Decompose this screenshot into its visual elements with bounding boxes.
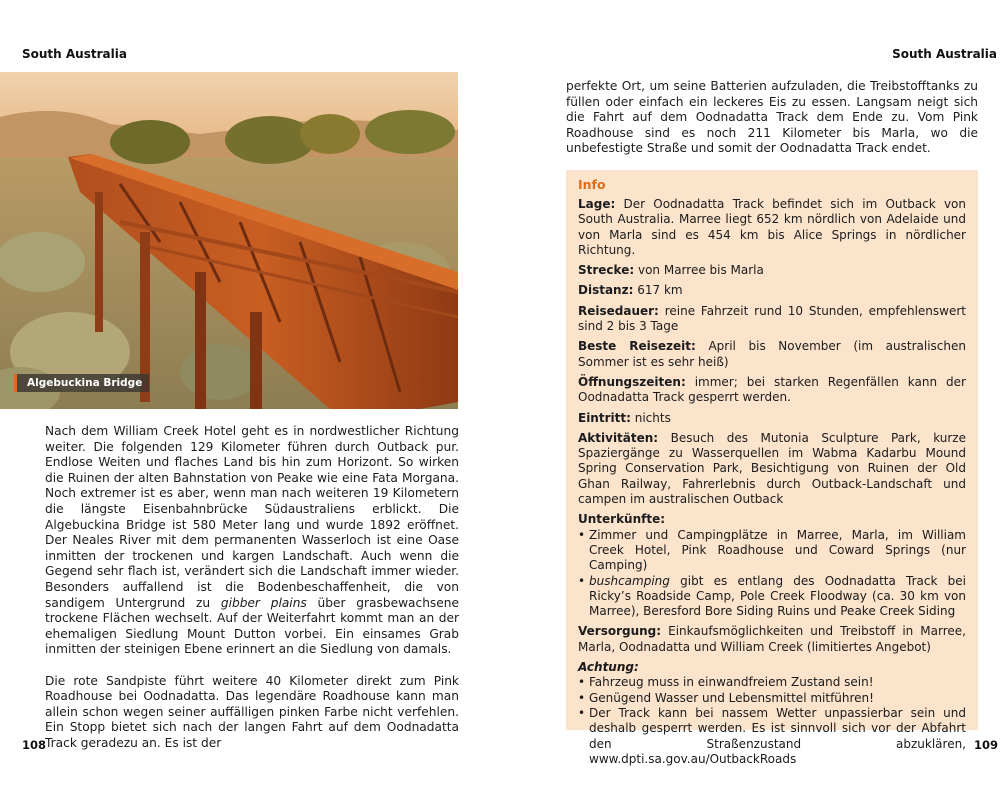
info-oeffnungszeiten	[578, 375, 966, 406]
gibber-plains-term: gibber plains	[220, 595, 307, 610]
info-distanz-label: Distanz:	[578, 283, 634, 298]
info-oeffnungszeiten-label: Öffnungszeiten:	[578, 374, 686, 389]
unterkuenfte-list	[578, 528, 966, 620]
paragraph-2: Die rote Sandpiste führt weitere 40 Kilometer direkt zum Pink Roadhouse bei Oodnadatta. Das legendäre Roadhouse kann man allein schon wegen seiner auffälligen pinken Farbe nicht verfehlen. Ein Stopp bietet sich nach der langen Fahrt auf dem Oodnadatta Track geradezu an. Es ist der	[45, 673, 459, 750]
list-item: • Fahrzeug muss in einwandfreiem Zustand sein!	[578, 675, 966, 690]
info-unterkuenfte-label-row	[578, 512, 966, 527]
achtung-label: Achtung:	[578, 660, 639, 675]
info-lage-label: Lage:	[578, 197, 616, 211]
algebuckina-bridge-photo	[0, 72, 458, 409]
info-strecke-text: von Marree bis Marla	[637, 263, 764, 278]
info-distanz	[578, 283, 966, 298]
info-eintritt-label: Eintritt:	[578, 410, 631, 425]
info-lage-text: Der Oodnadatta Track befindet sich im Outback von South Australia. Marree liegt 652 km nördlich von Adelaide und von Marla sind es 454 km bis Alice Springs in nördlicher Richtung.	[578, 197, 966, 257]
running-head-left: South Australia	[22, 47, 127, 61]
info-beste-reisezeit-text: April bis November (im australischen Sommer ist es sehr heiß)	[578, 339, 966, 369]
info-eintritt-text: nichts	[634, 410, 671, 425]
info-versorgung-text: Einkaufsmöglichkeiten und Treibstoff in Marree, Marla, Oodnadatta und William Creek (limitiertes Angebot)	[578, 624, 966, 654]
left-body-text	[45, 424, 459, 767]
list-item: • Genügend Wasser und Lebensmittel mitführen!	[578, 691, 966, 706]
info-versorgung-label: Versorgung:	[578, 624, 662, 639]
bridge-illustration	[0, 72, 458, 409]
info-box	[566, 170, 978, 766]
info-unterkuenfte-label: Unterkünfte:	[578, 512, 666, 527]
info-distanz-text: 617 km	[637, 283, 683, 298]
info-beste-reisezeit	[578, 339, 966, 370]
bushcamping-text: gibt es entlang des Oodnadatta Track bei Ricky’s Roadside Camp, Pole Creek Floodway (ca. 30 km von Marree), Beresford Bore Siding Ruins und Peake Creek Siding	[589, 573, 966, 619]
info-strecke	[578, 263, 966, 278]
info-oeffnungszeiten-text: immer; bei starken Regenfällen kann der Oodnadatta Track gesperrt werden.	[578, 374, 966, 405]
list-item: • Zimmer und Campingplätze in Marree, Marla, im William Creek Hotel, Pink Roadhouse und Coward Springs (nur Camping)	[578, 528, 966, 574]
info-aktivitaeten-label: Aktivitäten:	[578, 430, 659, 445]
info-beste-reisezeit-label: Beste Reisezeit:	[578, 339, 696, 354]
list-item	[578, 574, 966, 620]
achtung-list	[578, 675, 966, 767]
paragraph-1: Nach dem William Creek Hotel geht es in nordwestlicher Richtung weiter. Die folgenden 129 Kilometer führen durch Outback pur. Endlose Weiten und flaches Land bis hin zum Horizont. So wirken die Ruinen der alten Bahnstation von Peake wie eine Fata Morgana. Noch extremer ist es aber, wenn man nach weiteren 19 Kilometern die längste Eisenbahnbrücke Südaustraliens erblickt. Die Algebuckina Bridge ist 580 Meter lang und wurde 1892 eröffnet. Der Neales River mit dem permanenten Wasserloch ist eine Oase inmitten der trockenen und kargen Landschaft. Auch wenn die Gegend sehr flach ist, verändert sich die Landschaft immer wieder. Besonders auffallend ist die Bodenbeschaffenheit, die von sandigem Untergrund zu gibber plains über grasbewachsene trockene Flächen wechselt. Auf der Weiterfahrt kommt man an der ehemaligen Siedlung Mount Dutton vorbei. Ein einsames Grab inmitten der steinigen Ebene erinnert an die Siedlung von damals.	[45, 424, 459, 657]
running-head-right: South Australia	[892, 47, 997, 61]
list-item: • Der Track kann bei nassem Wetter unpassierbar sein und deshalb gesperrt werden. Es ist sinnvoll sich vor der Abfahrt den Straßenzustand abzuklären, www.dpti.sa.gov.au/OutbackRoads	[578, 706, 966, 767]
info-aktivitaeten	[578, 431, 966, 507]
info-aktivitaeten-text: Besuch des Mutonia Sculpture Park, kurze Spaziergänge zu Wasserquellen im Wabma Kadarbu Mound Spring Conservation Park, Besichtigung von Ruinen der Old Ghan Railway, Fahrerlebnis durch Outback-Landschaft und campen im australischen Outback	[578, 430, 966, 507]
photo-caption: Algebuckina Bridge	[14, 374, 149, 392]
info-eintritt	[578, 411, 966, 426]
page-number-left: 108	[22, 738, 47, 752]
info-versorgung	[578, 624, 966, 655]
info-reisedauer-label: Reisedauer:	[578, 303, 659, 318]
info-reisedauer	[578, 304, 966, 335]
page-number-right: 109	[973, 738, 998, 752]
info-box-title: Info	[578, 177, 606, 192]
info-lage	[578, 197, 966, 258]
continuation-paragraph: perfekte Ort, um seine Batterien aufzuladen, die Treibstofftanks zu füllen oder einfach ein leckeres Eis zu essen. Langsam neigt sich die Fahrt auf dem Oodnadatta Track dem Ende zu. Vom Pink Roadhouse sind es noch 211 Kilometer bis Marla, wo die unbefestigte Straße und somit der Oodnadatta Track endet.	[566, 79, 978, 156]
info-strecke-label: Strecke:	[578, 263, 635, 278]
info-reisedauer-text: reine Fahrzeit rund 10 Stunden, empfehlenswert sind 2 bis 3 Tage	[578, 303, 966, 334]
bushcamping-term: bushcamping	[589, 573, 670, 588]
